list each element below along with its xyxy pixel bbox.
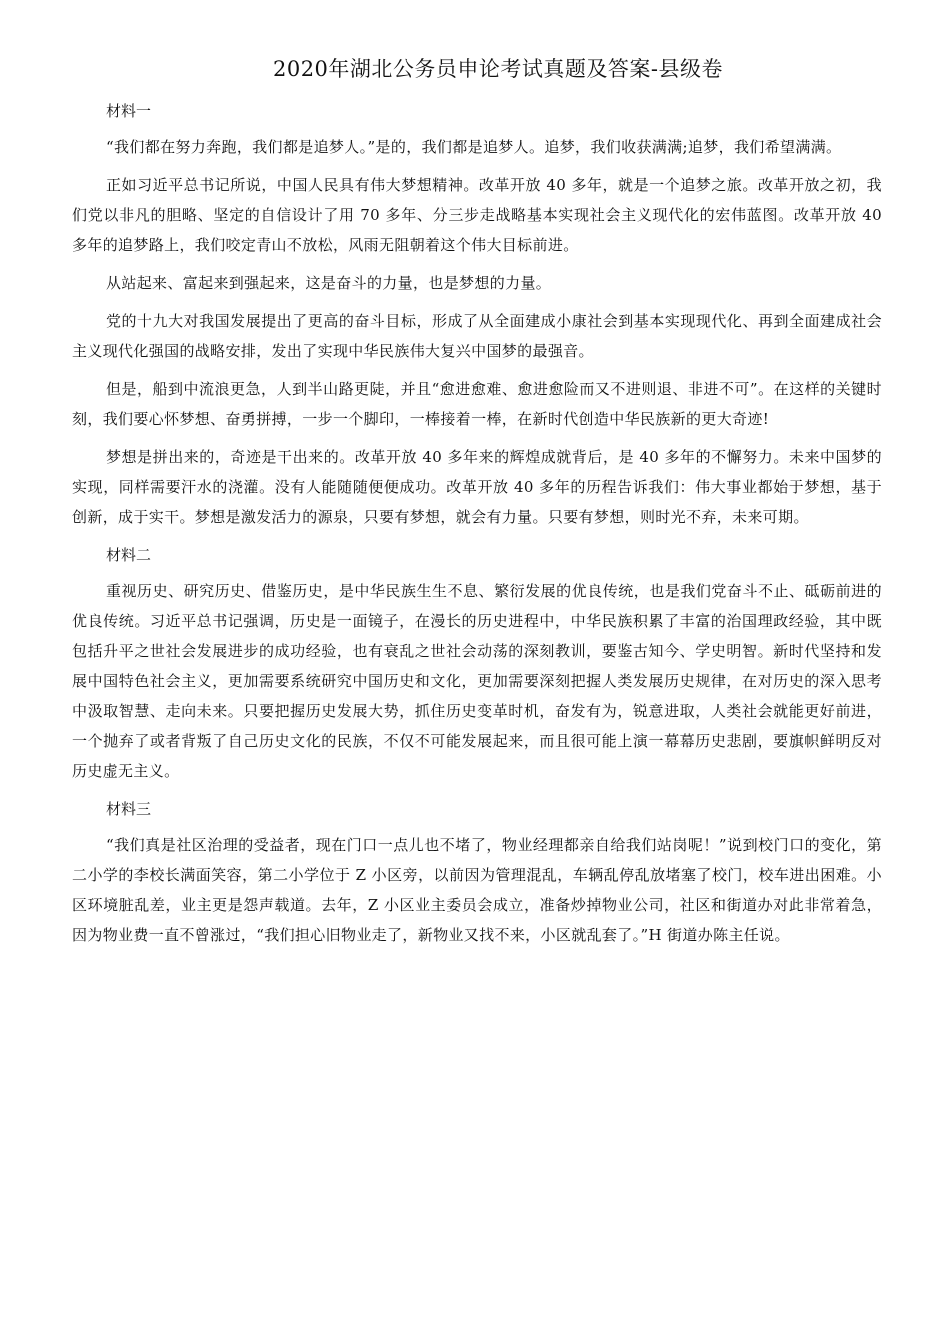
section-heading: 材料二: [106, 546, 152, 564]
paragraph: 党的十九大对我国发展提出了更高的奋斗目标，形成了从全面建成小康社会到基本实现现代化、再到全面建成社会主义现代化强国的战略安排，发出了实现中华民族伟大复兴中国梦的最强音。: [72, 312, 882, 360]
document-title: 2020年湖北公务员申论考试真题及答案-县级卷: [272, 57, 724, 81]
paragraph: “我们都在努力奔跑，我们都是追梦人。”是的，我们都是追梦人。追梦，我们收获满满;追梦，我们希望满满。: [106, 138, 842, 156]
section-material-3: [72, 794, 882, 950]
paragraph: 但是，船到中流浪更急，人到半山路更陡，并且“愈进愈难、愈进愈险而又不进则退、非进不可”。在这样的关键时刻，我们要心怀梦想、奋勇拼搏，一步一个脚印，一棒接着一棒，在新时代创造中华民族新的更大奇迹!: [72, 380, 882, 428]
paragraph: 梦想是拼出来的，奇迹是干出来的。改革开放 40 多年来的辉煌成就背后，是 40 多年的不懈努力。未来中国梦的实现，同样需要汗水的浇灌。没有人能随随便便成功。改革开放 40 多年的历程告诉我们：伟大事业都始于梦想，基于创新，成于实干。梦想是激发活力的源泉，只要有梦想，就会有力量。只要有梦想，则时光不弃，未来可期。: [72, 448, 882, 526]
section-heading: 材料一: [106, 102, 152, 120]
paragraph: “我们真是社区治理的受益者，现在门口一点儿也不堵了，物业经理都亲自给我们站岗呢！”说到校门口的变化，第二小学的李校长满面笑容，第二小学位于 Z 小区旁，以前因为管理混乱，车辆乱停乱放堵塞了校门，校车进出困难。小区环境脏乱差，业主更是怨声载道。去年，Z 小区业主委员会成立，准备炒掉物业公司，社区和街道办对此非常着急，因为物业费一直不曾涨过，“我们担心旧物业走了，新物业又找不来，小区就乱套了。”H 街道办陈主任说。: [72, 836, 882, 944]
section-material-2: [72, 540, 882, 786]
document-page: [72, 52, 882, 958]
section-heading: 材料三: [106, 800, 152, 818]
section-material-1: [72, 96, 882, 532]
paragraph: 重视历史、研究历史、借鉴历史，是中华民族生生不息、繁衍发展的优良传统，也是我们党奋斗不止、砥砺前进的优良传统。习近平总书记强调，历史是一面镜子，在漫长的历史进程中，中华民族积累了丰富的治国理政经验，其中既包括升平之世社会发展进步的成功经验，也有衰乱之世社会动荡的深刻教训，要鉴古知今、学史明智。新时代坚持和发展中国特色社会主义，更加需要系统研究中国历史和文化，更加需要深刻把握人类发展历史规律，在对历史的深入思考中汲取智慧、走向未来。只要把握历史发展大势，抓住历史变革时机，奋发有为，锐意进取，人类社会就能更好前进，一个抛弃了或者背叛了自己历史文化的民族，不仅不可能发展起来，而且很可能上演一幕幕历史悲剧，要旗帜鲜明反对历史虚无主义。: [72, 582, 882, 780]
paragraph: 正如习近平总书记所说，中国人民具有伟大梦想精神。改革开放 40 多年，就是一个追梦之旅。改革开放之初，我们党以非凡的胆略、坚定的自信设计了用 70 多年、分三步走战略基本实现社会主义现代化的宏伟蓝图。改革开放 40 多年的追梦路上，我们咬定青山不放松，风雨无阻朝着这个伟大目标前进。: [72, 176, 882, 254]
paragraph: 从站起来、富起来到强起来，这是奋斗的力量，也是梦想的力量。: [106, 274, 552, 292]
